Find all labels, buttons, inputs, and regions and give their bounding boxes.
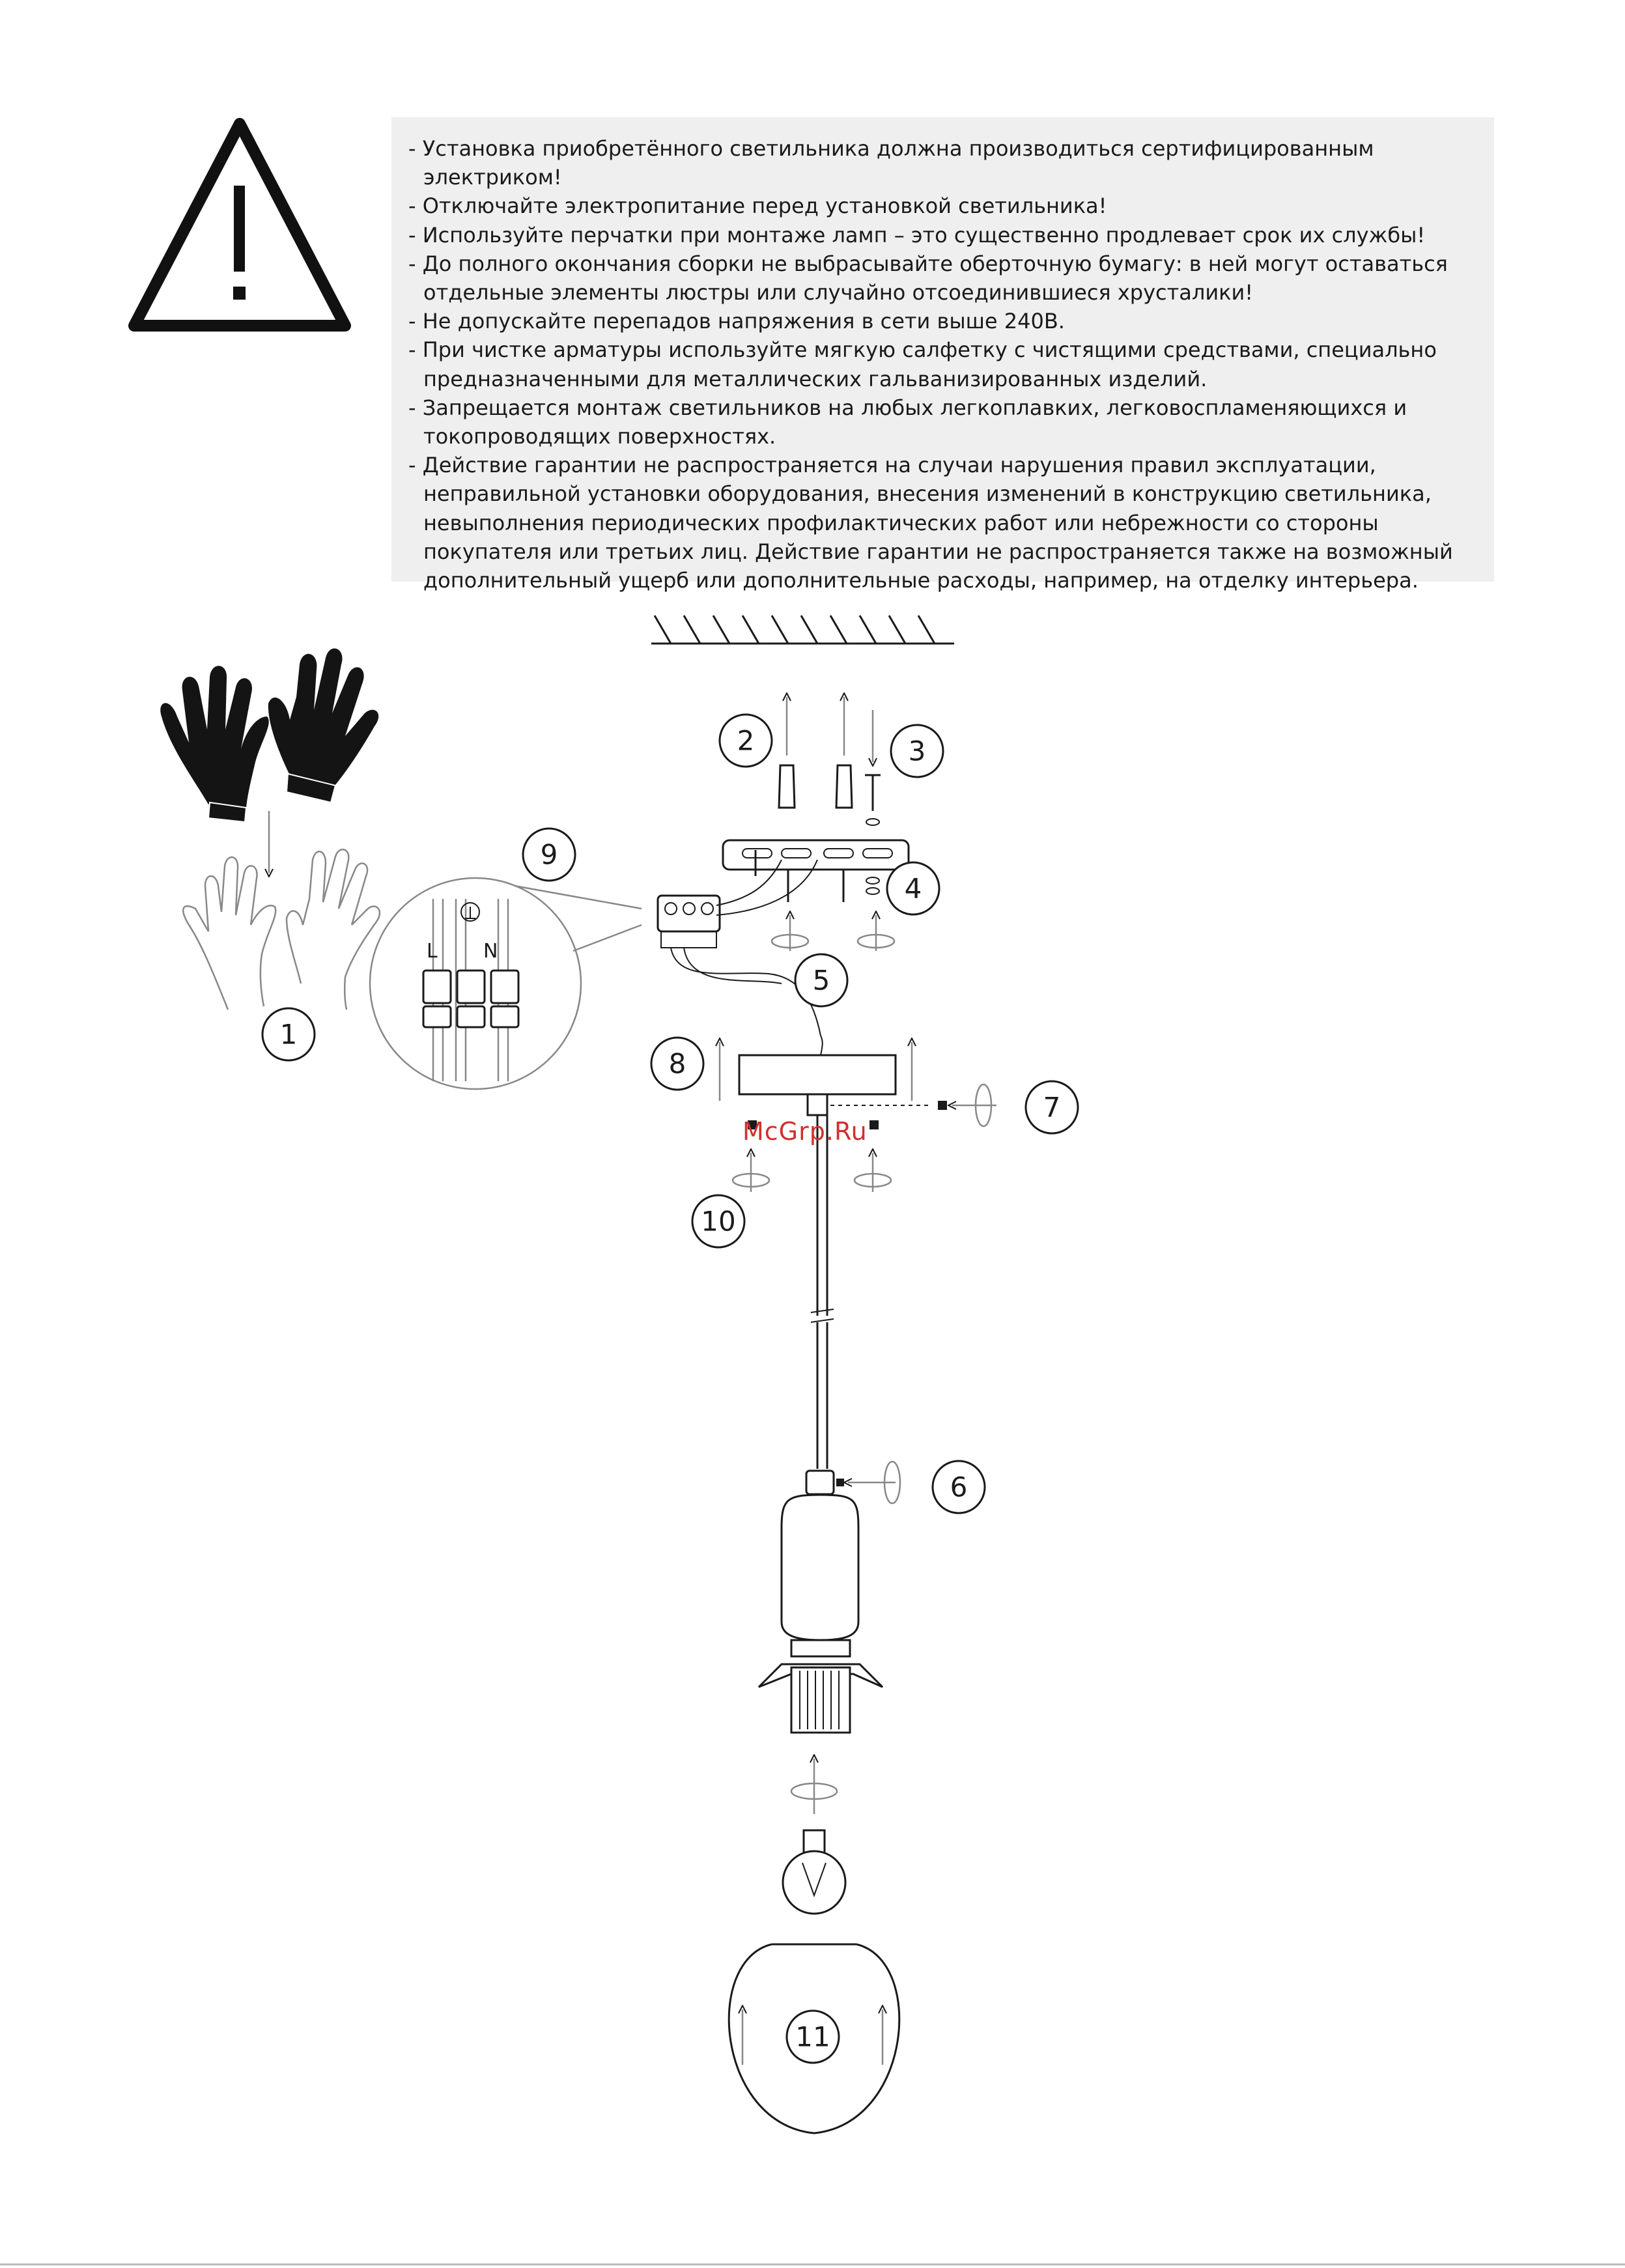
bottom-rule <box>0 2263 1625 2265</box>
svg-text:1: 1 <box>279 1018 298 1051</box>
step-4 <box>887 862 939 914</box>
step-3 <box>891 725 943 777</box>
lamp-holder <box>759 1462 900 1733</box>
mounting-bar <box>723 840 909 870</box>
svg-text:3: 3 <box>908 735 926 767</box>
warning-item: - Действие гарантии не распространяется на случаи нарушения правил эксплуатации, неправильной установки оборудования, внесения изменений в конструкцию светильника, невыполнения периодических профилактических работ или небрежности со стороны покупателя или третьих лиц. Действие гарантии не распространяется также на возможный дополнительный ущерб или дополнительные расходы, например, на отделку интерьера. <box>408 453 1453 593</box>
step-8 <box>651 1038 703 1090</box>
step-5 <box>795 954 847 1006</box>
gloves-icon <box>160 649 378 822</box>
step-7 <box>1026 1081 1078 1133</box>
svg-text:7: 7 <box>1043 1091 1061 1124</box>
warning-triangle-icon <box>134 124 345 326</box>
svg-text:4: 4 <box>904 872 922 905</box>
warning-item: - При чистке арматуры используйте мягкую салфетку с чистящими средствами, специально предназначенными для металлических гальванизированных изделий. <box>408 337 1437 391</box>
ceiling-hatch <box>651 616 954 644</box>
step-10 <box>692 1195 744 1247</box>
wall-plugs <box>779 697 881 825</box>
suspension-cord <box>811 1115 834 1469</box>
warning-item: - Используйте перчатки при монтаже ламп – это существенно продлевает срок их службы! <box>408 222 1426 248</box>
svg-text:10: 10 <box>701 1205 736 1238</box>
svg-text:6: 6 <box>950 1471 968 1503</box>
warning-item: - До полного окончания сборки не выбрасывайте оберточную бумагу: в ней могут оставаться отдельные элементы люстры или случайно отсоединившиеся хрусталики! <box>408 251 1448 305</box>
terminal-label-live: L <box>427 940 438 963</box>
svg-text:8: 8 <box>668 1047 686 1080</box>
warning-item: - Установка приобретённого светильника должна производиться сертифицированным электриком! <box>408 136 1374 190</box>
svg-text:2: 2 <box>737 724 755 757</box>
step-9 <box>523 829 575 881</box>
connector-zoom-detail <box>370 878 642 1089</box>
watermark: McGrp.Ru <box>742 1117 868 1146</box>
terminal-label-neutral: N <box>483 940 498 963</box>
bulb-icon <box>783 1759 845 1914</box>
warning-item: - Не допускайте перепадов напряжения в сети выше 240В. <box>408 309 1065 334</box>
svg-text:11: 11 <box>795 2020 830 2053</box>
warning-item: - Отключайте электропитание перед установкой светильника! <box>408 193 1107 219</box>
step-11 <box>787 2011 839 2063</box>
warning-item: - Запрещается монтаж светильников на любых легкоплавких, легковоспламеняющихся и токопроводящих поверхностях. <box>408 395 1407 449</box>
step-2 <box>720 715 772 767</box>
svg-text:9: 9 <box>540 838 558 871</box>
canopy <box>720 1036 996 1129</box>
step-1 <box>262 1008 315 1060</box>
step-6 <box>933 1461 985 1513</box>
hands-icon <box>183 849 380 1010</box>
svg-text:5: 5 <box>812 964 830 997</box>
